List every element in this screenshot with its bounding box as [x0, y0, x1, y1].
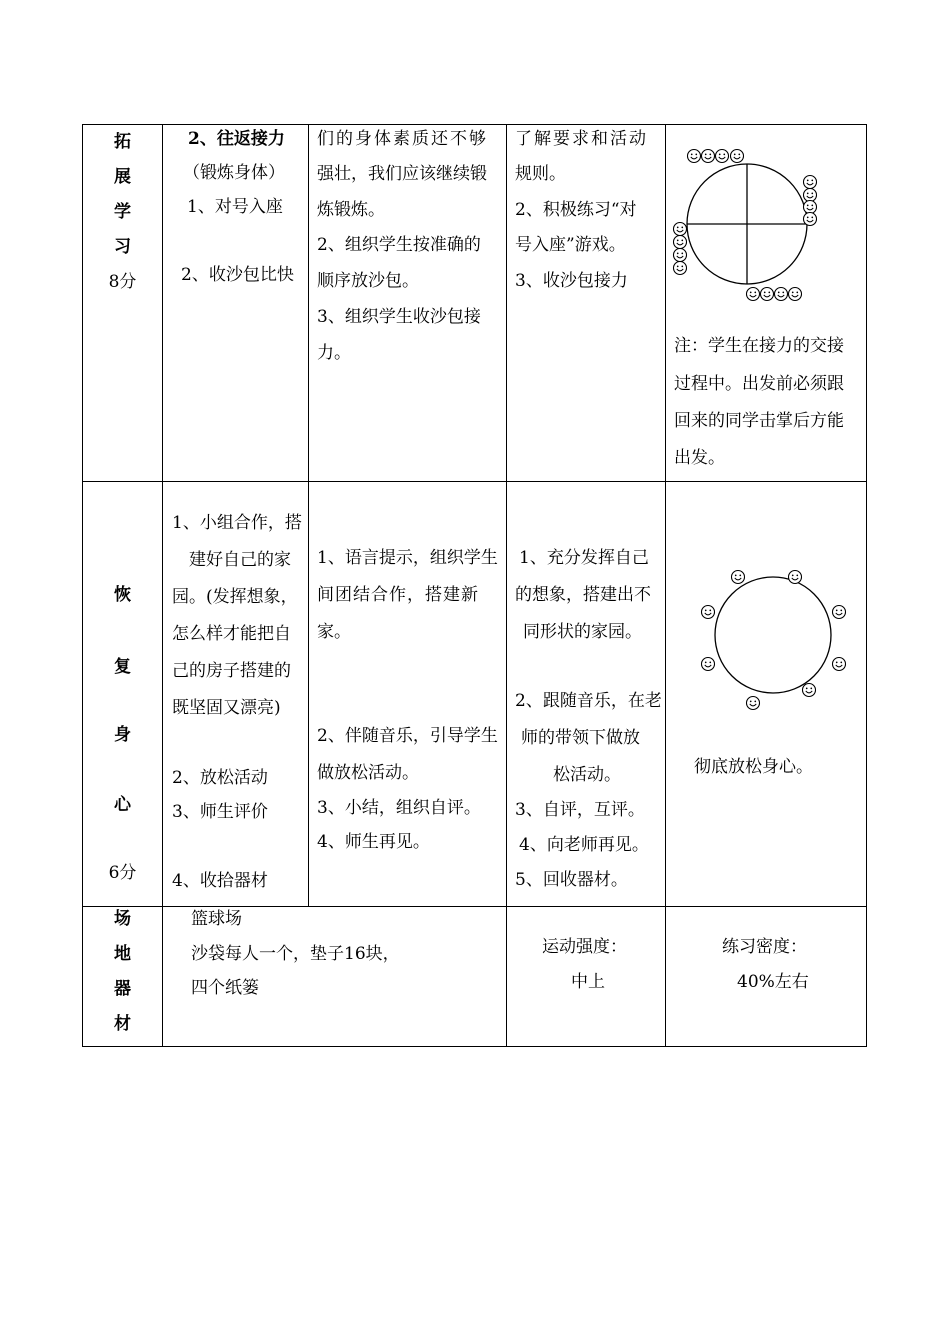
section-char: 拓	[114, 132, 131, 152]
content-line: 建好自己的家	[189, 550, 291, 570]
teacher-line: 顺序放沙包。	[317, 271, 419, 291]
teacher-line: 3、小结，组织自评。	[317, 798, 481, 818]
student-line: 师的带领下做放	[521, 728, 640, 748]
student-line: 5、回收器材。	[515, 870, 628, 890]
activity-item: 2、收沙包比快	[181, 265, 294, 285]
section-char: 地	[114, 944, 131, 964]
section-char: 材	[114, 1014, 131, 1034]
section-char: 场	[114, 909, 131, 929]
student-line: 规则。	[515, 164, 566, 184]
note-line: 彻底放松身心。	[694, 757, 813, 777]
smiley-face-icon	[731, 150, 744, 163]
smiley-face-icon	[674, 236, 687, 249]
teacher-line: 们的身体素质还不够	[317, 129, 488, 149]
section-char: 展	[114, 167, 131, 187]
teacher-line: 间团结合作，搭建新	[317, 585, 479, 605]
section-char: 习	[114, 237, 131, 257]
equipment-line: 篮球场	[191, 909, 242, 929]
density-label: 练习密度：	[722, 937, 807, 957]
content-line: 己的房子搭建的	[172, 661, 291, 681]
teacher-line: 做放松活动。	[317, 763, 419, 783]
activity-item: 1、对号入座	[187, 197, 283, 217]
student-line: 的想象，搭建出不	[515, 585, 651, 605]
section-char: 器	[114, 979, 131, 999]
content-line: 既坚固又漂亮)	[172, 698, 281, 718]
smiley-face-icon	[761, 288, 774, 301]
smiley-face-icon	[775, 288, 788, 301]
smiley-face-icon	[674, 223, 687, 236]
note-line: 注：学生在接力的交接	[674, 336, 844, 356]
smiley-face-icon	[803, 684, 816, 697]
content-line: 怎么样才能把自	[172, 624, 291, 644]
student-line: 4、向老师再见。	[519, 835, 649, 855]
section-char: 复	[114, 657, 131, 677]
teacher-line: 2、组织学生按准确的	[317, 235, 481, 255]
teacher-line: 4、师生再见。	[317, 832, 430, 852]
smiley-face-icon	[804, 213, 817, 226]
equipment-line: 四个纸篓	[191, 978, 259, 998]
teacher-line: 炼锻炼。	[317, 200, 385, 220]
smiley-face-icon	[702, 606, 715, 619]
activity-subtitle: （锻炼身体）	[183, 163, 285, 183]
equipment-line: 沙袋每人一个，垫子16块，	[191, 944, 400, 964]
teacher-line: 力。	[317, 343, 351, 363]
teacher-line: 家。	[317, 622, 351, 642]
smiley-face-icon	[702, 658, 715, 671]
teacher-line: 3、组织学生收沙包接	[317, 307, 481, 327]
home-circle	[715, 577, 831, 693]
section-char: 身	[114, 725, 131, 745]
teacher-line: 2、伴随音乐，引导学生	[317, 726, 498, 746]
student-line: 3、收沙包接力	[515, 271, 628, 291]
teacher-line: 强壮，我们应该继续锻	[317, 164, 487, 184]
relay-circle	[687, 164, 807, 284]
activity-title: 2、往返接力	[188, 129, 285, 149]
smiley-face-icon	[732, 571, 745, 584]
content-line: 园。(发挥想象，	[172, 587, 298, 607]
student-line: 了解要求和活动	[515, 129, 648, 149]
smiley-face-icon	[688, 150, 701, 163]
smiley-face-icon	[747, 288, 760, 301]
content-line: 4、收拾器材	[172, 871, 268, 891]
smiley-face-icon	[789, 288, 802, 301]
note-line: 出发。	[674, 448, 725, 468]
smiley-face-icon	[804, 201, 817, 214]
teacher-line: 1、语言提示，组织学生	[317, 548, 498, 568]
smiley-face-icon	[833, 606, 846, 619]
smiley-face-icon	[702, 150, 715, 163]
smiley-face-icon	[804, 176, 817, 189]
smiley-face-icon	[674, 249, 687, 262]
content-line: 2、放松活动	[172, 768, 268, 788]
intensity-label: 运动强度：	[542, 937, 627, 957]
section-time: 6分	[108, 863, 137, 883]
note-line: 回来的同学击掌后方能	[674, 411, 844, 431]
intensity-value: 中上	[571, 972, 605, 992]
smiley-face-icon	[789, 571, 802, 584]
student-line: 号入座”游戏。	[515, 235, 626, 255]
smiley-face-icon	[833, 658, 846, 671]
section-label	[83, 902, 162, 1042]
smiley-face-icon	[804, 189, 817, 202]
section-char: 恢	[114, 585, 131, 605]
student-line: 2、积极练习“对	[515, 200, 637, 220]
student-line: 2、跟随音乐，在老	[515, 691, 662, 711]
smiley-face-icon	[747, 697, 760, 710]
smiley-face-icon	[716, 150, 729, 163]
section-time: 8分	[108, 272, 137, 292]
content-line: 3、师生评价	[172, 802, 268, 822]
student-line: 3、自评，互评。	[515, 800, 645, 820]
student-line: 1、充分发挥自己	[519, 548, 649, 568]
home-circle-diagram	[666, 560, 866, 720]
smiley-face-icon	[674, 262, 687, 275]
density-value: 40%左右	[737, 972, 809, 992]
student-line: 松活动。	[553, 765, 621, 785]
relay-field-diagram	[666, 140, 866, 340]
content-line: 1、小组合作，搭	[172, 513, 302, 533]
student-line: 同形状的家园。	[523, 622, 642, 642]
note-line: 过程中。出发前必须跟	[674, 374, 844, 394]
section-char: 心	[114, 795, 131, 815]
section-label	[83, 125, 162, 300]
section-char: 学	[114, 202, 131, 222]
